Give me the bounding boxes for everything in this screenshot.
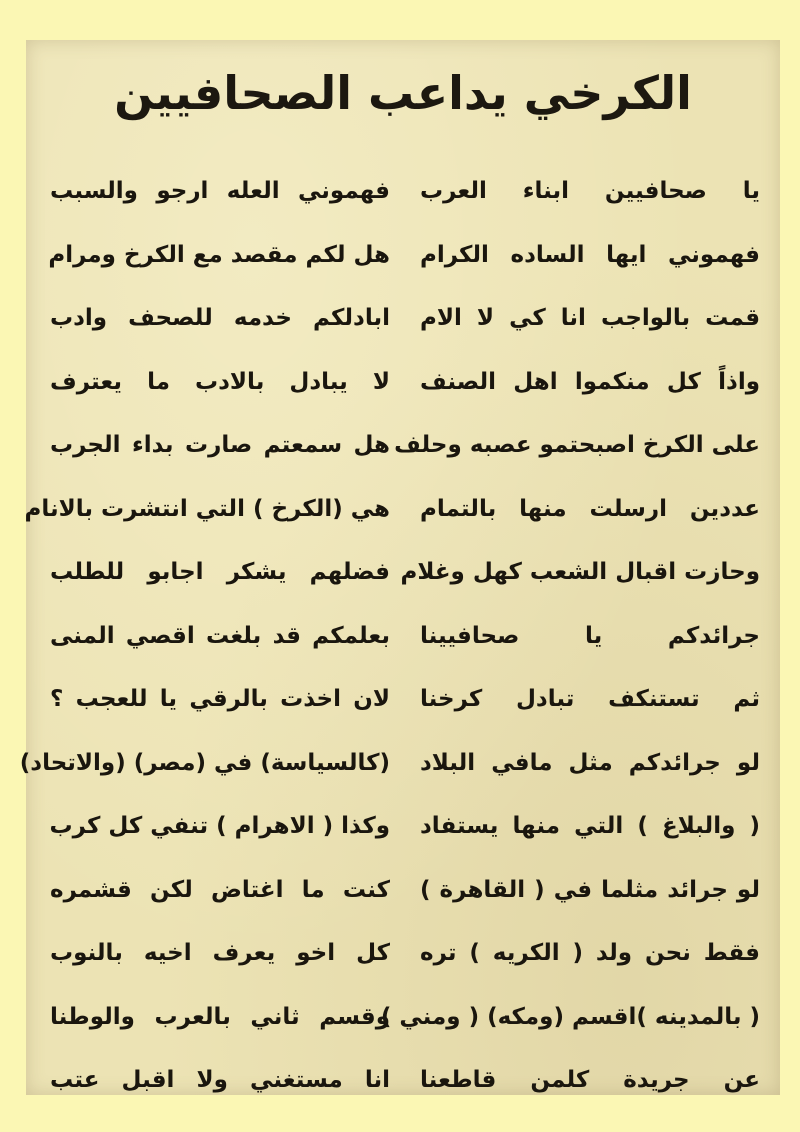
verse-line: لان اخذت بالرقي يا للعجب ؟ (50, 686, 390, 712)
verse-line: لو جرائد مثلما في ( القاهرة ) (420, 876, 760, 903)
newspaper-clipping (19, 40, 780, 1095)
verse-line: هي (الكرخ ) التي انتشرت بالانام (24, 495, 390, 522)
left-verse-column (19, 160, 390, 1113)
verse-line: فضلهم يشكر اجابو للطلب (50, 559, 390, 585)
verse-line: واذاً كل منكموا اهل الصنف (420, 368, 760, 395)
verse-line: عددين ارسلت منها بالتمام (420, 495, 760, 522)
verse-line: فقط نحن ولد ( الكريه ) تره (420, 940, 760, 966)
verse-line: ابادلكم خدمه للصحف وادب (50, 305, 390, 331)
verse-line: ثم تستنكف تبادل كرخنا (420, 686, 760, 712)
right-verse-column (380, 160, 760, 1113)
verse-line: ( بالمدينه )اقسم (ومكه) ( ومني ) (380, 1003, 760, 1030)
verse-line: وكذا ( الاهرام ) تنفي كل كرب (49, 813, 390, 839)
verse-line: كنت ما اغتاض لكن قشمره (50, 876, 390, 903)
verse-line: هل لكم مقصد مع الكرخ ومرام (48, 241, 390, 268)
poem-title: الكرخي يداعب الصحافيين (114, 66, 692, 120)
verse-line: فهموني ايها الساده الكرام (420, 241, 760, 268)
verse-line: لو جرائدكم مثل مافي البلاد (420, 749, 760, 776)
verse-line: بعلمكم قد بلغت اقصي المنى (50, 622, 390, 649)
verse-line: هل سمعتم صارت بداء الجرب (50, 432, 390, 458)
verse-line: جرائدكم يا صحافيينا (420, 622, 760, 649)
verse-line: وحازت اقبال الشعب كهل وغلام (400, 559, 760, 585)
verse-line: قمت بالواجب انا كي لا الام (420, 305, 760, 331)
verse-line: ( والبلاغ ) التي منها يستفاد (420, 813, 760, 839)
verse-line: (كالسياسة) في (مصر) (والاتحاد) (19, 749, 390, 776)
verse-line: يا صحافيين ابناء العرب (420, 178, 760, 204)
verse-line: كل اخو يعرف اخيه بالنوب (50, 940, 390, 966)
verse-line: على الكرخ اصبحتمو عصبه وحلف (394, 432, 760, 458)
verse-line: فهموني العله ارجو والسبب (50, 178, 390, 204)
verse-line: وقسم ثاني بالعرب والوطنا (50, 1003, 390, 1030)
verse-line: انا مستغني ولا اقبل عتب (50, 1067, 390, 1093)
verse-line: لا يبادل بالادب ما يعترف (50, 368, 390, 395)
verse-line: عن جريدة كلمن قاطعنا (420, 1067, 760, 1093)
